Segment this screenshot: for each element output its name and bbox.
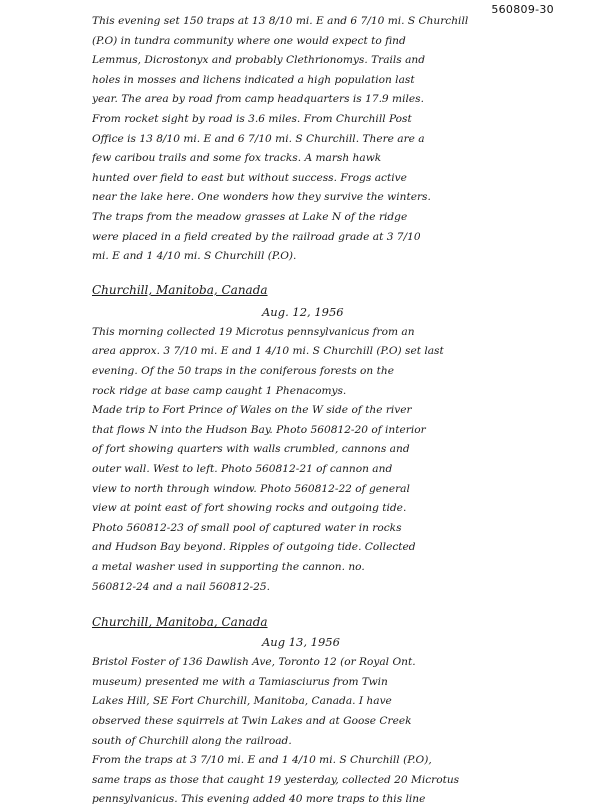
text-line: Office is 13 8/10 mi. E and 6 7/10 mi. S Churchill. There are a (92, 132, 425, 145)
text-line: view at point east of fort showing rocks and outgoing tide. (92, 502, 407, 515)
text-line: same traps as those that caught 19 yesterday, collected 20 Microtus (92, 773, 460, 786)
text-line: From the traps at 3 7/10 mi. E and 1 4/10 mi. S Churchill (P.O), (92, 754, 432, 767)
text-line: Photo 560812-23 of small pool of captured water in rocks (92, 521, 402, 534)
text-line: were placed in a field created by the railroad grade at 3 7/10 (92, 230, 421, 243)
text-line: area approx. 3 7/10 mi. E and 1 4/10 mi. S Churchill (P.O) set last (92, 345, 444, 358)
text-line: This evening set 150 traps at 13 8/10 mi. E and 6 7/10 mi. S Churchill (92, 15, 469, 27)
text-line: From rocket sight by road is 3.6 miles. From Churchill Post (92, 113, 412, 125)
text-line: hunted over field to east but without success. Frogs active (92, 171, 407, 184)
text-line: few caribou trails and some fox tracks. A marsh hawk (92, 152, 382, 165)
entry-place-heading: Churchill, Manitoba, Canada (92, 282, 268, 297)
entry-place-heading: Churchill, Manitoba, Canada (92, 615, 268, 630)
text-line: Lakes Hill, SE Fort Churchill, Manitoba, Canada. I have (92, 695, 392, 708)
text-line: evening. Of the 50 traps in the coniferous forests on the (92, 365, 394, 377)
text-line: The traps from the meadow grasses at Lake N of the ridge (92, 211, 408, 223)
entry-date: Aug 13, 1956 (262, 635, 340, 650)
text-line: museum) presented me with a Tamiasciurus from Twin (92, 675, 388, 688)
entry-date: Aug. 12, 1956 (262, 304, 344, 319)
text-line: south of Churchill along the railroad. (92, 734, 292, 747)
page-id: 560809-30 (491, 3, 554, 16)
text-line: and Hudson Bay beyond. Ripples of outgoing tide. Collected (92, 541, 416, 554)
text-line: holes in mosses and lichens indicated a high population last (92, 73, 415, 86)
text-line: Made trip to Fort Prince of Wales on the W side of the river (92, 404, 412, 417)
text-line: near the lake here. One wonders how they survive the winters. (92, 191, 431, 204)
text-line: of fort showing quarters with walls crumbled, cannons and (92, 443, 410, 456)
text-line: observed these squirrels at Twin Lakes and at Goose Creek (92, 715, 412, 727)
text-line: rock ridge at base camp caught 1 Phenacomys. (92, 384, 347, 397)
text-line: 560812-24 and a nail 560812-25. (92, 580, 270, 593)
text-line: view to north through window. Photo 560812-22 of general (92, 482, 410, 495)
text-line: (P.O) in tundra community where one would expect to find (92, 34, 406, 47)
text-line: a metal washer used in supporting the cannon. no. (92, 561, 365, 573)
text-line: This morning collected 19 Microtus pennsylvanicus from an (92, 325, 415, 338)
text-line: pennsylvanicus. This evening added 40 more traps to this line (92, 793, 426, 806)
text-line: Bristol Foster of 136 Dawlish Ave, Toronto 12 (or Royal Ont. (92, 656, 416, 669)
text-line: year. The area by road from camp headquarters is 17.9 miles. (92, 93, 424, 106)
text-line: Lemmus, Dicrostonyx and probably Clethrionomys. Trails and (92, 54, 426, 67)
text-line: outer wall. West to left. Photo 560812-21 of cannon and (92, 463, 393, 475)
text-line: mi. E and 1 4/10 mi. S Churchill (P.O). (92, 250, 297, 263)
text-line: that flows N into the Hudson Bay. Photo 560812-20 of interior (92, 423, 426, 436)
